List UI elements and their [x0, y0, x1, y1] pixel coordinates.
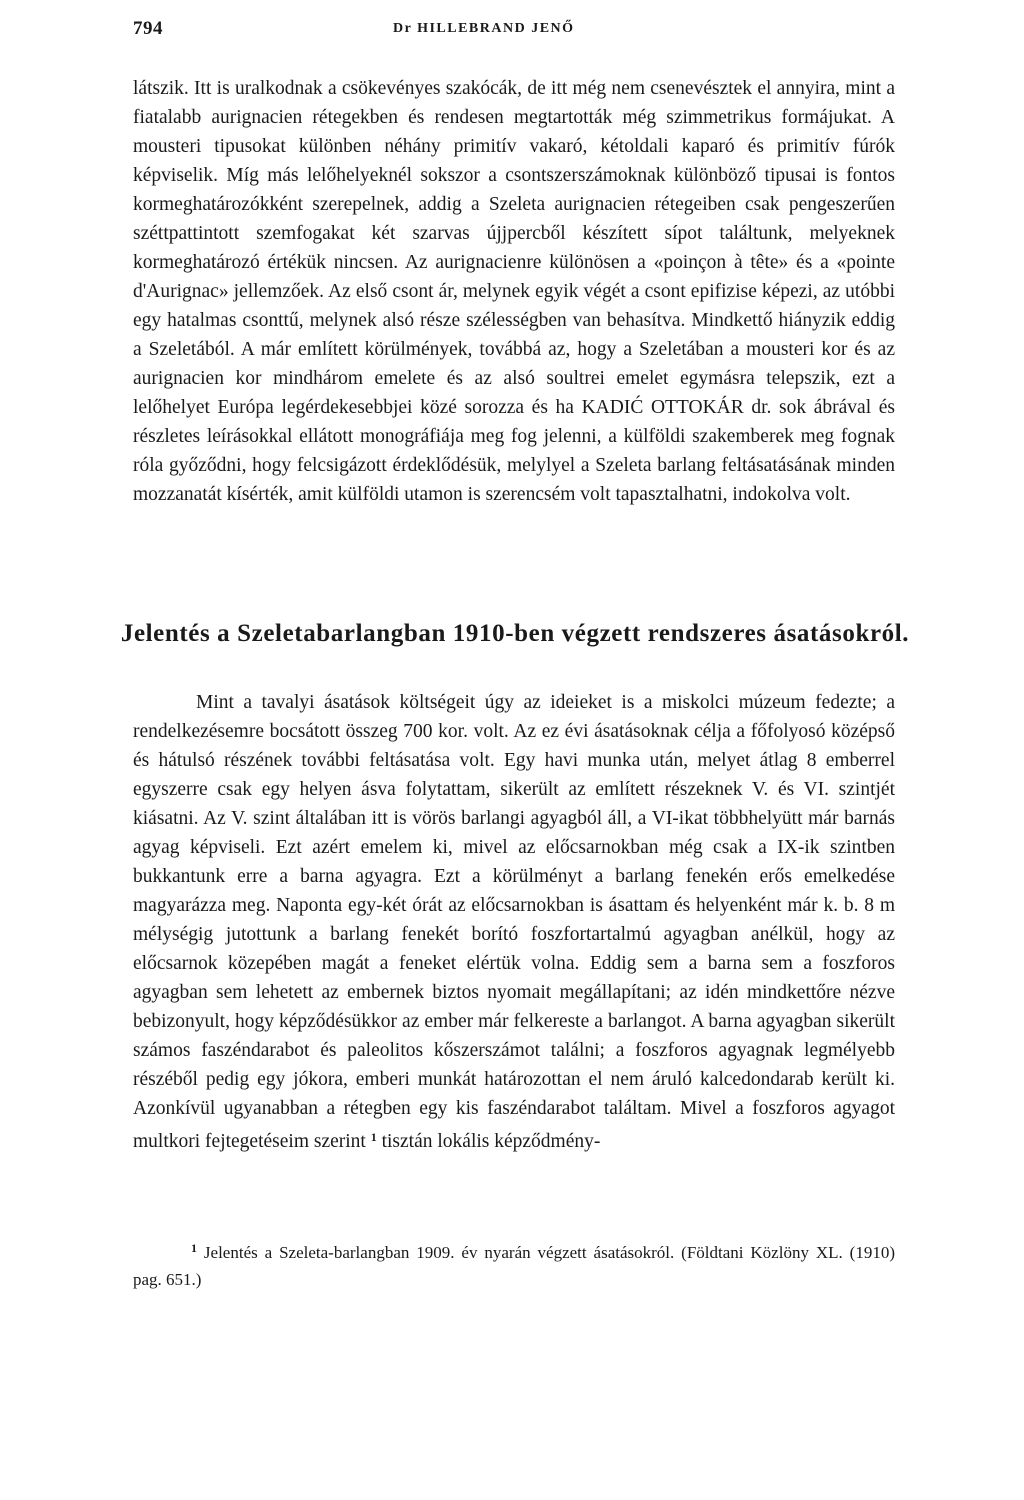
section-body-paragraph: [133, 688, 895, 1156]
section-body-text: Mint a tavalyi ásatások költségeit úgy az ideieket is a miskolci múzeum fedezte; a rendelkezésemre bocsátott összeg 700 kor. volt. Az ez évi ásatásoknak célja a főfolyosó középső és hátulsó részének további feltásatása volt. Egy havi munka után, melyet átlag 8 emberrel egyszerre csak egy helyen ásva folytattam, sikerült az említett részeknek V. és VI. szintjét kiásatni. Az V. szint általában itt is vörös barlangi agyagból áll, a VI-ikat többhelyütt már barnás agyag képviseli. Ezt azért emelem ki, mivel az előcsarnokban még csak a IX-ik szintben bukkantunk erre a barna agyagra. Ezt a körülményt a barlang fenekén erős emelkedése magyarázza meg. Naponta egy-két órát az előcsarnokban is ásattam és helyenként már k. b. 8 m mélységig jutottunk a barlang fenekét borító foszfortartalmú agyagban anélkül, hogy az előcsarnok közepében magát a feneket elértük volna. Eddig sem a barna sem a foszforos agyagban sem lehetett az embernek biztos nyomait megállapítani; az idén mindkettőre nézve bebizonyult, hogy képződésükkor az ember már felkereste a barlangot. A barna agyagban sikerült számos faszéndarabot és paleolitos kőszerszámot találni; a foszforos agyagnak legmélyebb részéből pedig egy jókora, emberi munkát határozottan el nem áruló kalcedondarab került ki. Azonkívül ugyanabban a rétegben egy kis faszéndarabot találtam. Mivel a foszforos agyagot multkori fejtegetéseim szerint: [133, 692, 895, 1152]
footnote-marker: 1: [191, 1241, 197, 1255]
section-body-tail: tisztán lokális képződmény-: [381, 1131, 601, 1152]
footnote-text: Jelentés a Szeleta-barlangban 1909. év nyarán végzett ásatásokról. (Földtani Közlöny XL. (1910) pag. 651.): [133, 1243, 896, 1289]
section-heading: Jelentés a Szeletabarlangban 1910-ben végzett rendszeres ásatásokról.: [120, 620, 910, 647]
continuation-paragraph: látszik. Itt is uralkodnak a csökevényes szakócák, de itt még nem csenevésztek el annyira, mint a fiatalabb aurignacien rétegekben és rendesen megtartották még szimmetrikus formájukat. A mousteri tipusokat különben néhány primitív vakaró, kétoldali kaparó és primitív fúrók képviselik. Míg más lelőhelyeknél sokszor a csontszerszámoknak különböző tipusai is fontos kormeghatározókként szerepelnek, addig a Szeleta aurignacien rétegeiben csak pengeszerűen széttpattintott szemfogakat két szarvas újjpercből készített sípot találtunk, melyeknek kormeghatározó értékük nincsen. Az aurignacienre különösen a «poinçon à tête» és a «pointe d'Aurignac» jellemzőek. Az első csont ár, melynek egyik végét a csont epifizise képezi, az utóbbi egy hatalmas csonttű, melynek alsó része szélességben van behasítva. Mindkettő hiányzik eddig a Szeletából. A már említett körülmények, továbbá az, hogy a Szeletában a mousteri kor és az aurignacien kor mindhárom emelete és az alsó soultrei emelet egymásra telepszik, ezt a lelőhelyet Európa legérdekesebbjei közé sorozza és ha KADIĆ OTTOKÁR dr. sok ábrával és részletes leírásokkal ellátott monográfiája meg fog jelenni, a külföldi szakemberek meg fognak róla győződni, hogy felcsigázott érdeklődésük, melylyel a Szeleta barlang feltásatásának minden mozzanatát kísérték, amit külföldi utamon is szerencsém volt tapasztalhatni, indokolva volt.: [133, 78, 895, 505]
running-header: [133, 18, 893, 46]
page-number: 794: [133, 18, 163, 39]
running-title: Dr HILLEBRAND JENŐ: [393, 21, 575, 36]
footnote-reference[interactable]: 1: [370, 1130, 377, 1144]
footnote: [133, 1235, 895, 1293]
